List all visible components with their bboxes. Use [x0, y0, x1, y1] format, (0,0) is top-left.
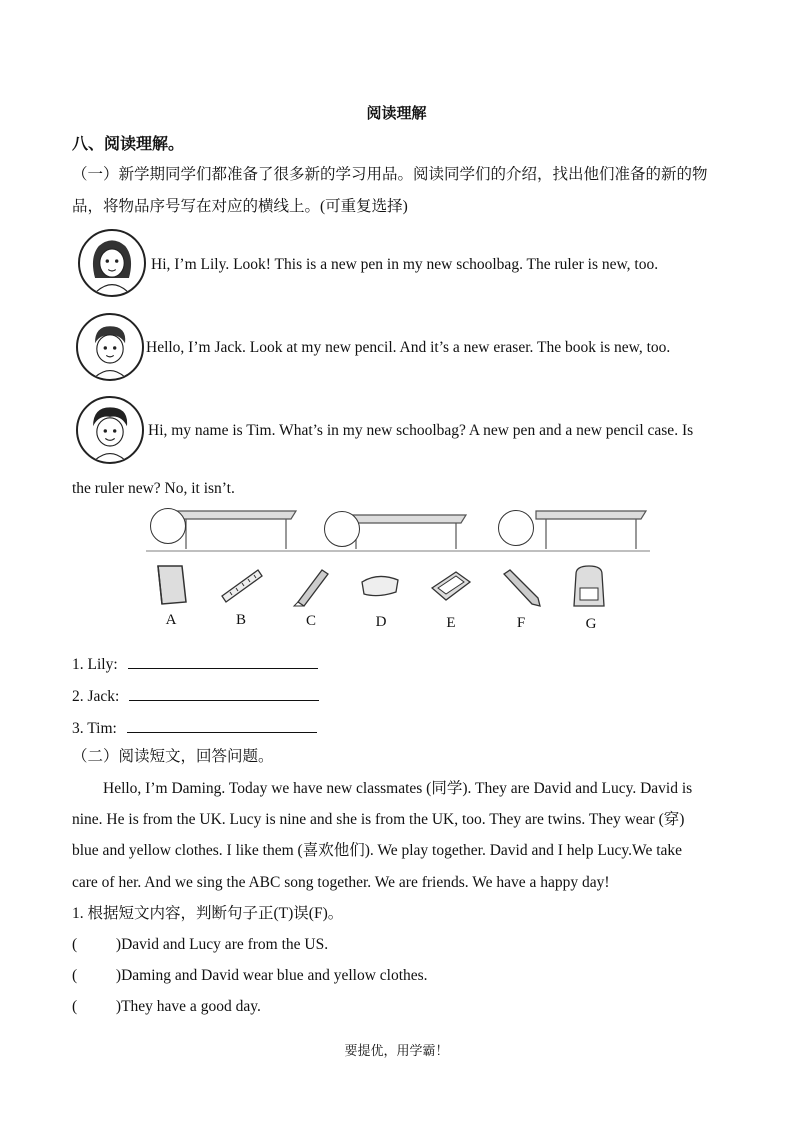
lily-avatar-icon: [78, 229, 146, 297]
jack-avatar-icon: [76, 313, 144, 381]
answer-blank[interactable]: [128, 654, 318, 669]
item-label-b: B: [235, 612, 246, 628]
tf-bracket[interactable]: ( ): [72, 936, 122, 953]
answer-blank[interactable]: [127, 718, 317, 733]
tf-item-1: [72, 935, 328, 955]
item-label-a: A: [165, 612, 177, 628]
paragraph-line-4: care of her. And we sing the ABC song together. We are friends. We have a happy day!: [72, 874, 610, 891]
tim-text-line-2: the ruler new? No, it isn’t.: [72, 480, 235, 497]
item-label-e: E: [446, 615, 456, 631]
answer-blank[interactable]: [129, 686, 319, 701]
tf-text: Daming and David wear blue and yellow clothes.: [121, 967, 428, 984]
ruler-icon: [218, 566, 264, 606]
item-label-d: D: [375, 614, 387, 630]
jack-text: Hello, I’m Jack. Look at my new pencil. And it’s a new eraser. The book is new, too.: [146, 339, 671, 356]
tf-text: They have a good day.: [121, 998, 261, 1015]
answer-tim: [72, 718, 317, 739]
pencil-icon: [498, 566, 544, 608]
part2-instruction: （二）阅读短文，回答问题。: [72, 748, 274, 765]
lily-text: Hi, I’m Lily. Look! This is a new pen in my new schoolbag. The ruler is new, too.: [151, 256, 659, 273]
tim-avatar-icon: [76, 396, 144, 464]
eraser-icon: [358, 570, 402, 600]
footer-slogan: 要提优，用学霸！: [344, 1043, 449, 1058]
answer-label: 2. Jack:: [72, 688, 120, 705]
tf-item-2: [72, 966, 428, 986]
tf-bracket[interactable]: ( ): [72, 998, 122, 1015]
pen-icon: [288, 562, 332, 608]
answer-lily: [72, 654, 318, 675]
instruction-line-2: 品，将物品序号写在对应的横线上。(可重复选择): [72, 198, 408, 215]
tim-small-avatar-icon: [498, 510, 534, 546]
tim-text-line-1: Hi, my name is Tim. What’s in my new schoolbag? A new pen and a new pencil case. Is: [148, 422, 694, 439]
tf-item-3: [72, 997, 261, 1017]
answer-label: 1. Lily:: [72, 656, 118, 673]
tf-bracket[interactable]: ( ): [72, 967, 122, 984]
instruction-line-1: （一）新学期同学们都准备了很多新的学习用品。阅读同学们的介绍，找出他们准备的新的物: [72, 166, 708, 183]
question-1-title: 1. 根据短文内容，判断句子正(T)误(F)。: [72, 905, 344, 922]
tf-text: David and Lucy are from the US.: [121, 936, 329, 953]
answer-label: 3. Tim:: [72, 720, 117, 737]
page-title: 阅读理解: [366, 106, 427, 122]
schoolbag-icon: [568, 562, 610, 612]
item-label-f: F: [516, 615, 526, 631]
paragraph-line-3: blue and yellow clothes. I like them (喜欢他们). We play together. David and I help Lucy.We take: [72, 842, 683, 859]
item-label-c: C: [305, 613, 316, 629]
paragraph-line-2: nine. He is from the UK. Lucy is nine and she is from the UK, too. They are twins. They wear (穿): [72, 811, 685, 828]
pencil-case-icon: [428, 568, 474, 604]
answer-jack: [72, 686, 319, 707]
jack-small-avatar-icon: [324, 511, 360, 547]
book-icon: [150, 562, 192, 608]
item-label-g: G: [585, 616, 597, 632]
lily-small-avatar-icon: [150, 508, 186, 544]
desks-illustration: [146, 505, 650, 553]
paragraph-line-1: Hello, I’m Daming. Today we have new classmates (同学). They are David and Lucy. David is: [103, 780, 693, 797]
section-title: 八、阅读理解。: [72, 136, 185, 153]
